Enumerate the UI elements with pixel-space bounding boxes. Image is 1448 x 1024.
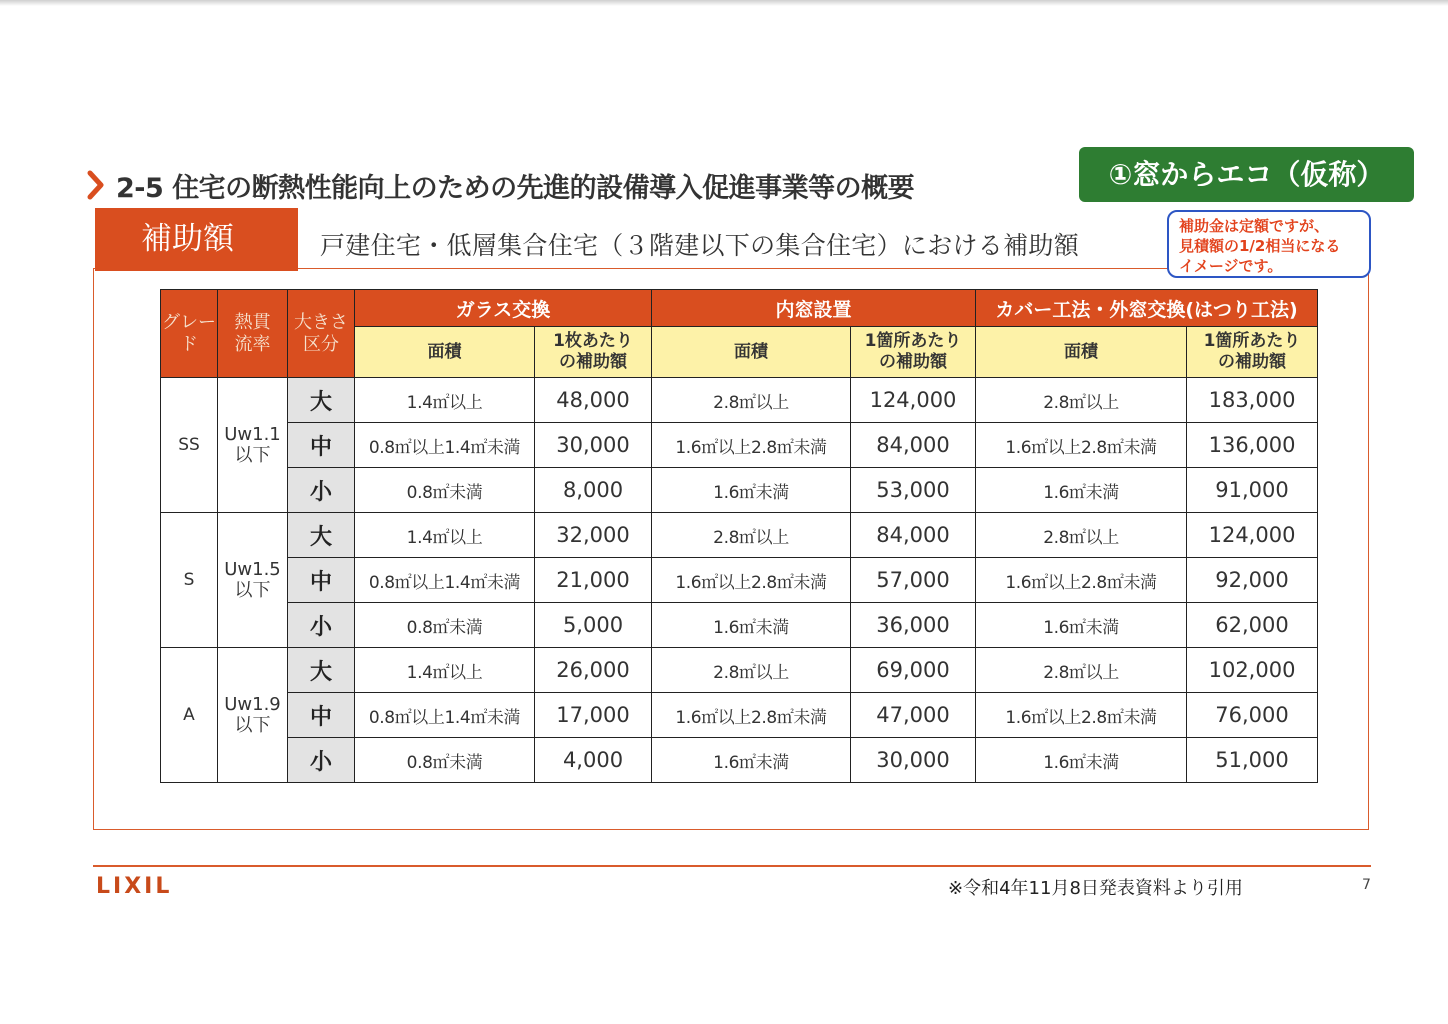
glass-amount-cell: 30,000 (535, 423, 652, 468)
glass-amount-cell: 21,000 (535, 558, 652, 603)
cover-area-cell: 2.8㎡以上 (976, 513, 1187, 558)
cover-amount-cell: 51,000 (1187, 738, 1318, 783)
cover-area-cell: 1.6㎡以上2.8㎡未満 (976, 558, 1187, 603)
glass-area-cell: 1.4㎡以上 (355, 513, 535, 558)
header-size (288, 290, 355, 378)
glass-area-cell: 0.8㎡以上1.4㎡未満 (355, 423, 535, 468)
grade-cell: A (161, 648, 218, 783)
uw-cell (218, 513, 288, 648)
header-line: 1箇所あたり (1203, 331, 1301, 351)
uw-line: 以下 (234, 580, 271, 601)
note-line: イメージです。 (1179, 257, 1283, 275)
page-top-edge (0, 0, 1448, 6)
header-line: の補助額 (559, 352, 627, 372)
header-grade-line: グレー (162, 311, 216, 333)
inner-area-cell: 2.8㎡以上 (652, 378, 851, 423)
size-cell: 中 (288, 558, 355, 603)
lixil-logo: LIXIL (96, 874, 173, 899)
size-cell: 中 (288, 693, 355, 738)
size-cell: 大 (288, 513, 355, 558)
glass-amount-cell: 17,000 (535, 693, 652, 738)
page-title: 2-5 住宅の断熱性能向上のための先進的設備導入促進事業等の概要 (116, 172, 915, 204)
note-box (1167, 210, 1371, 278)
header-cover-area: 面積 (976, 327, 1187, 378)
cover-area-cell: 2.8㎡以上 (976, 648, 1187, 693)
cover-area-cell: 1.6㎡以上2.8㎡未満 (976, 693, 1187, 738)
header-glass-amount (535, 327, 652, 378)
cover-amount-cell: 62,000 (1187, 603, 1318, 648)
uw-line: Uw1.1 (224, 424, 281, 445)
size-cell: 小 (288, 468, 355, 513)
glass-amount-cell: 8,000 (535, 468, 652, 513)
header-row-groups (161, 290, 1318, 327)
table-row (161, 423, 1318, 468)
page-number: 7 (1362, 877, 1371, 893)
cover-area-cell: 1.6㎡以上2.8㎡未満 (976, 423, 1187, 468)
cover-amount-cell: 124,000 (1187, 513, 1318, 558)
inner-amount-cell: 84,000 (851, 423, 976, 468)
inner-amount-cell: 53,000 (851, 468, 976, 513)
inner-area-cell: 2.8㎡以上 (652, 648, 851, 693)
glass-area-cell: 0.8㎡以上1.4㎡未満 (355, 693, 535, 738)
inner-area-cell: 1.6㎡以上2.8㎡未満 (652, 423, 851, 468)
inner-amount-cell: 30,000 (851, 738, 976, 783)
inner-area-cell: 1.6㎡未満 (652, 738, 851, 783)
glass-area-cell: 0.8㎡以上1.4㎡未満 (355, 558, 535, 603)
uw-line: 以下 (234, 715, 271, 736)
cover-area-cell: 1.6㎡未満 (976, 468, 1187, 513)
glass-area-cell: 0.8㎡未満 (355, 738, 535, 783)
inner-amount-cell: 84,000 (851, 513, 976, 558)
grade-cell: S (161, 513, 218, 648)
inner-amount-cell: 124,000 (851, 378, 976, 423)
header-size-line: 区分 (303, 333, 339, 355)
table-row (161, 648, 1318, 693)
size-cell: 大 (288, 378, 355, 423)
inner-area-cell: 1.6㎡以上2.8㎡未満 (652, 693, 851, 738)
subtitle: 戸建住宅・低層集合住宅（３階建以下の集合住宅）における補助額 (320, 231, 1080, 260)
header-uw-line: 熱貫 (234, 311, 271, 333)
footer-rule (93, 865, 1371, 867)
title-row (86, 165, 914, 205)
header-line: の補助額 (879, 352, 947, 372)
header-group-glass: ガラス交換 (355, 290, 652, 327)
table-row (161, 738, 1318, 783)
header-line: の補助額 (1218, 352, 1287, 372)
source-note: ※令和4年11月8日発表資料より引用 (948, 878, 1243, 899)
glass-area-cell: 0.8㎡未満 (355, 603, 535, 648)
cover-area-cell: 2.8㎡以上 (976, 378, 1187, 423)
glass-area-cell: 0.8㎡未満 (355, 468, 535, 513)
uw-line: Uw1.9 (224, 694, 281, 715)
table-row (161, 513, 1318, 558)
cover-amount-cell: 91,000 (1187, 468, 1318, 513)
table-row (161, 468, 1318, 513)
glass-amount-cell: 26,000 (535, 648, 652, 693)
header-line: 1枚あたり (553, 331, 633, 351)
tag-badge: ①窓からエコ（仮称） (1079, 147, 1414, 202)
section-label: 補助額 (95, 208, 298, 271)
inner-amount-cell: 36,000 (851, 603, 976, 648)
size-cell: 中 (288, 423, 355, 468)
chevron-right-icon (86, 169, 106, 201)
table-row (161, 603, 1318, 648)
uw-line: Uw1.5 (224, 559, 281, 580)
note-line: 補助金は定額ですが、 (1179, 217, 1330, 235)
note-line: 見積額の1/2相当になる (1179, 237, 1341, 255)
cover-area-cell: 1.6㎡未満 (976, 603, 1187, 648)
header-inner-area: 面積 (652, 327, 851, 378)
inner-area-cell: 1.6㎡未満 (652, 603, 851, 648)
table-row (161, 558, 1318, 603)
inner-amount-cell: 47,000 (851, 693, 976, 738)
size-cell: 小 (288, 603, 355, 648)
cover-amount-cell: 92,000 (1187, 558, 1318, 603)
header-inner-amount (851, 327, 976, 378)
uw-cell (218, 648, 288, 783)
header-group-cover: カバー工法・外窓交換(はつり工法) (976, 290, 1318, 327)
glass-amount-cell: 32,000 (535, 513, 652, 558)
uw-line: 以下 (234, 445, 271, 466)
header-glass-area: 面積 (355, 327, 535, 378)
table-row (161, 693, 1318, 738)
glass-amount-cell: 4,000 (535, 738, 652, 783)
inner-area-cell: 1.6㎡未満 (652, 468, 851, 513)
cover-amount-cell: 136,000 (1187, 423, 1318, 468)
inner-area-cell: 1.6㎡以上2.8㎡未満 (652, 558, 851, 603)
header-line: 1箇所あたり (864, 331, 962, 351)
glass-amount-cell: 5,000 (535, 603, 652, 648)
header-grade (161, 290, 218, 378)
glass-area-cell: 1.4㎡以上 (355, 378, 535, 423)
table-row (161, 378, 1318, 423)
cover-area-cell: 1.6㎡未満 (976, 738, 1187, 783)
header-cover-amount (1187, 327, 1318, 378)
inner-amount-cell: 57,000 (851, 558, 976, 603)
inner-area-cell: 2.8㎡以上 (652, 513, 851, 558)
glass-amount-cell: 48,000 (535, 378, 652, 423)
header-uw-line: 流率 (234, 333, 271, 355)
subsidy-table (160, 289, 1318, 783)
header-group-inner: 内窓設置 (652, 290, 976, 327)
table-body (161, 290, 1318, 783)
size-cell: 小 (288, 738, 355, 783)
cover-amount-cell: 102,000 (1187, 648, 1318, 693)
header-grade-line: ド (180, 333, 198, 355)
header-size-line: 大きさ (294, 311, 348, 333)
cover-amount-cell: 76,000 (1187, 693, 1318, 738)
inner-amount-cell: 69,000 (851, 648, 976, 693)
header-uw (218, 290, 288, 378)
glass-area-cell: 1.4㎡以上 (355, 648, 535, 693)
uw-cell (218, 378, 288, 513)
grade-cell: SS (161, 378, 218, 513)
cover-amount-cell: 183,000 (1187, 378, 1318, 423)
size-cell: 大 (288, 648, 355, 693)
